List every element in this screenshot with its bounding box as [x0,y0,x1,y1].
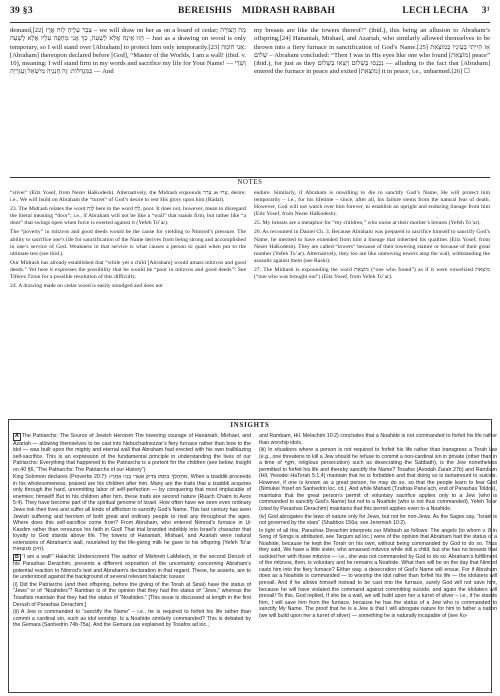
folio-number: 3¹ [481,6,490,16]
note-paragraph: 23. The Midrash relates the word לֶוַח here to the word לֵחַ, poor. It does not, however, mean to disregard the literal meaning “door”; i.e., if Abraham will not be like a “wall” that stands firm, but rather like “a door” that swings open when force is exerted against it (Yefeh To’ar). [10,206,246,227]
main-text-right-column [254,27,490,77]
insight-paragraph: (i) Did the Patriarchs (and their offspring, before the giving of the Torah at Sinai) have the status of “Jews” or of “Noahides”? Ramban is of the opinion that they had the status of “Jews,” whereas the Tosafists maintain that they had the status of “Noahides.” [This issue is discussed at length in the first Derush of Parashas Derachim.] [13,581,251,608]
insight-marker-b: B [15,553,19,560]
main-text-paragraph: my breasts are like the towers thereof!” (ibid.), this being an allusion to Abraham’s offspring,[24] Hananiah, Mishael, and Azariah, who similarly allowed themselves to be thrown into a fiery furnace in sanctification of God’s Name.[25] אָז הָיִיתִי בְּעֵינָיו כְּמוֹצְאֵת שָׁלוֹם – Abraham concluded: “Then I was in His eyes like one who found [מוֹצְאֵת] peace” (ibid.), for just as they נִכְנָסוּ בְּשָׁלוֹם וְיָצְאוּ בְּשָׁלוֹם — alluding to the fact that [Abraham] entered the furnace in peace and exited [מוֹצְאֵת] it in peace, i.e., unharmed.[26] ☐ [254,27,491,76]
note-paragraph: “silver” (Eitz Yosef, from Nezer HaKodesh). Alternatively, the Midrash expounds צְרַר as צְרוּ, desire; i.e., We will build on Abraham the “turret” of God’s desire to rest His glory upon him (Radal). [10,190,246,204]
note-paragraph: endure. Similarly, if Abraham is unwilling to die to sanctify God’s Name, He will protect him temporarily – i.e., for his lifetime – since, after all, his failure stems from the natural fear of death. However, God will not watch over him forever, to establish an upright and enduring lineage from him (Eitz Yosef, from Nezer HaKodesh). [254,190,490,218]
note-paragraph: 24. A drawing made on cedar wood is easily smudged and does not [10,283,163,290]
notes-rule [10,177,490,178]
page-reference: 39 §3 [10,6,33,16]
notes-section [10,190,490,416]
main-text-paragraph: demand,[22] צָבַר עָלֶיהָ לֵוח אֶרֶז – we will draw on her as on a board of cedar; מָה הַצּוּרָה הַזוּ אֵינָהּ אֶלָּא לְשָׁעָה, כָּךְ אֲנִי מְחַפֶּה עָלָיו אֶלָּא לְשָׁעָה – Just as a drawing on wood is only temporary, so I will stand over [Abraham] to protect him only temporarily.[23] אֲנִי חוֹמָה: [Abraham] thereupon declared before [God], “Master of the Worlds, I am a wall! (ibid. v. 10), meaning: I will stand firm in my words and sacrifice my life for Your Name! — וְשָׁדַי כַּמִּגְדָּלוֹת: זֶה חֲנַנְיָה מִישָׁאֵל וַעֲזַרְיָה — And [10,27,246,76]
running-header [10,6,490,22]
note-paragraph: The “poverty” in mitzvos and good deeds would be the cause for yielding to Nimrod’s pressure. The ability to sacrifice one’s life for sanctification of the Name derives from being strong and accomplished in one’s service of God. Weakness in that service is what causes a person to quail when put to the ultimate test (see ibid.). [10,229,246,257]
header-rule [10,22,490,23]
main-text-left-column [10,27,246,77]
insights-right-column [259,433,497,620]
parashah-title: LECH LECHA 3¹ [402,6,490,16]
insight-paragraph: King Solomon declares (Proverbs 20:7): מִתְהַלֵּךְ בְּתֻמּוֹ צַדִּיק אַשְׁרֵי בָנָיו אַחֲרָיו, When a tzaddik proceeds in his wholesomeness, praised are his children after him. Many are the traits that a tzaddik acquires only through the hard, unremitting labor of self-perfection — by conquering that most implacable of enemies: himself! But to his children after him, these traits are second nature (Ruach Chaim to Avos 5:4). They have become part of the spiritual genome of Israel. How often have we seen even ordinary Jews risk their lives and suffer all kinds of affliction to sanctify God’s Name. This last century has seen Jewish suffering and heroism of both great and ordinary people to rival any throughout the ages. Where does this self-sacrifice come from? From Abraham, who entered Nimrod’s furnace in Ur Kasdim rather than renounce his faith in God! That trial branded indelibly into Israel’s character that loyalty to God stands above life. The towers of Hananiah, Mishael, and Azariah were natural extensions of Abraham’s wall, nourished by the life-giving milk he gave to his offspring (Yefeh To’ar הֵיכֵן מְנוֹצְאוֹת). [13,474,251,553]
insight-paragraph: B “I am a wall!” Halachic Underscorent The author of Mishneh LaMelech, in the second Derush of his Parashas Derachim, presents a different exposition of the uncertainty concerning Abraham’s potential reaction to Nimrod’s test and Abraham’s declaration in that regard. These, he asserts, are to be understood against the background of several relevant halachic issues: [13,553,251,581]
insights-heading: INSIGHTS [230,422,270,429]
insight-paragraph: (iii) In situations where a person is not required to forfeit his life rather than transgress a Torah law (e.g., one threatens to kill a Jew should he refuse to commit a non-cardinal sin in private (other than in a time of תֹּקֶף, religious persecution) such as desecrating the Sabbath), is the Jew nonetheless permitted to forfeit his life and thereby sanctify the Name? Tosafos (Avodah Zarah 27b) and Rambam (Hil. Yesodei HaTorah 5:1,4) maintain that he is forbidden and that doing so is tantamount to suicide. However, if one is known as a great person, he may do so, so that the people learn to fear God (Nimukei Yosef on Sanhedrin loc. cit.). And while Maharit (Tzafnas Pane’ach, end of Parashas Toldos), maintains that the great person’s permit of voluntary sacrifice applies only to a Jew (who is commanded to sanctify God’s Name) but not to a Noahide (who is not thus commanded), Yefeh To’ar (cited by Parashas Derachim) maintains that this permit applies even to a Noahide. [259,447,498,513]
notes-left-column [10,190,246,292]
insights-body [13,433,498,690]
insight-paragraph: (iv) God abrogates the laws of nature only for Jews, but not for non-Jews. As the Sages say, “Israel is not governed by the stars” (Shabbos 156a; see Jeremiah 10:2). [259,513,497,527]
insight-paragraph: A The Patriarchs: The Source of Jewish Heroism The towering courage of Hananiah, Mishael, and Azariah — allowing themselves to be cast into Nebuchadnezzar’s fiery furnace rather than bow to the idol — was built upon the mighty and eternal wall that Abraham had erected with his own trailblazing self-sacrifice. This is an expression of the fundamental principle in understanding the lives of our Patriarchs: Everything that happened to the Patriarchs is a portent for the children (see below, Insight on 40 §6, “The Patriarchs: The Patriarchs of our History”). [13,433,251,473]
insight-paragraph: and Rambam, Hil. Melachim 10:2) concludes that a Noahide is not commanded to forfeit his life rather than worship idols. [259,433,497,446]
insight-paragraph: In light of all this, Parashas Derachim interprets our Midrash as follows: The angels (to whom v. 8 in Song of Songs is attributed, see Targum ad loc.) were of the opinion that Abraham had the status of a Noahide, because he kept the Torah on his own, without being commanded by God to do so. Thus they said, We have a little sister, who amassed mitzvos while still a child, but she has no breasts that suckled her with those mitzvos — i.e., she was not commanded by God to do so. Abraham’s fulfillment of the mitzvos, then, is voluntary and he remains a Noahide. What then will be on the day that Nimrod casts him into the fiery furnace? Either way, a desecration of God’s Name will ensue. For if Abraham does as a Noahide is commanded — to worship the idol rather than forfeit his life — the idolaters will prevail. And if he allows himself instead to be cast into the furnace, surely God will not save him, because he will have violated the command against committing suicide, and again the idolaters will prevail! To this, God replied, If she be a wall, we will build upon her a turret of silver – i.e., if he stands firm, I will save him from the furnace, because he has the status of a Jew who is commanded to sanctify My Name. The proof that he is a Jew is that I will abrogate nature for him to father a nation (we will build upon her a turret of silver) — something he is naturally incapable of (see Ko- [259,527,497,619]
note-paragraph: Our Midrash has already established that “while yet a child [Abraham] would amass mitzvos and good deeds.” Yet here it expresses the possibility that he would be “poor in mitzvos and good deeds”! See Tiferes Tzion for a possible resolution of this difficulty. [10,259,246,281]
main-text [10,27,490,177]
note-paragraph: 25. My breasts are a metaphor for “my children,” who nurse at their mother’s breasts (Yefeh To’ar). [254,220,481,227]
note-paragraph: 26. As recounted in Daniel Ch. 3. Because Abraham was prepared to sacrifice himself to sanctify God’s Name, he merited to have extended from him a lineage that inherited his qualities (Eitz Yosef, from Nezer HaKodesh). They are called “towers” because of their towering stature or because of their great number (Yefeh To’ar). Alternatively, they too are like unmoving towers atop the wall, withstanding the assaults against them (see Rashi). [254,229,490,264]
book-title: BEREISHIS [178,6,232,16]
notes-heading: NOTES [237,179,263,186]
insights-box [8,419,498,693]
work-title: MIDRASH RABBAH [242,6,336,16]
insight-paragraph: (ii) A Jew is commanded to “sanctify the Name” – i.e., he is required to forfeit his life rather than commit a cardinal sin, such as idol worship. Is a Noahide similarly commanded? This is debated by the Gemara (Sanhedrin 74b-75a). And the Gemara (as explained by Tosafos ad loc., [13,609,251,629]
notes-right-column [254,190,490,283]
insight-marker-a: A [15,433,19,439]
note-paragraph: 27. The Midrash is expounding the word מוֹצְאֵת (“one who found”) as if it were vowelized מוֹצֵאת (“one who was brought out”) (Eitz Yosef, from Yefeh To’ar). [254,266,490,281]
insights-left-column [13,433,251,630]
